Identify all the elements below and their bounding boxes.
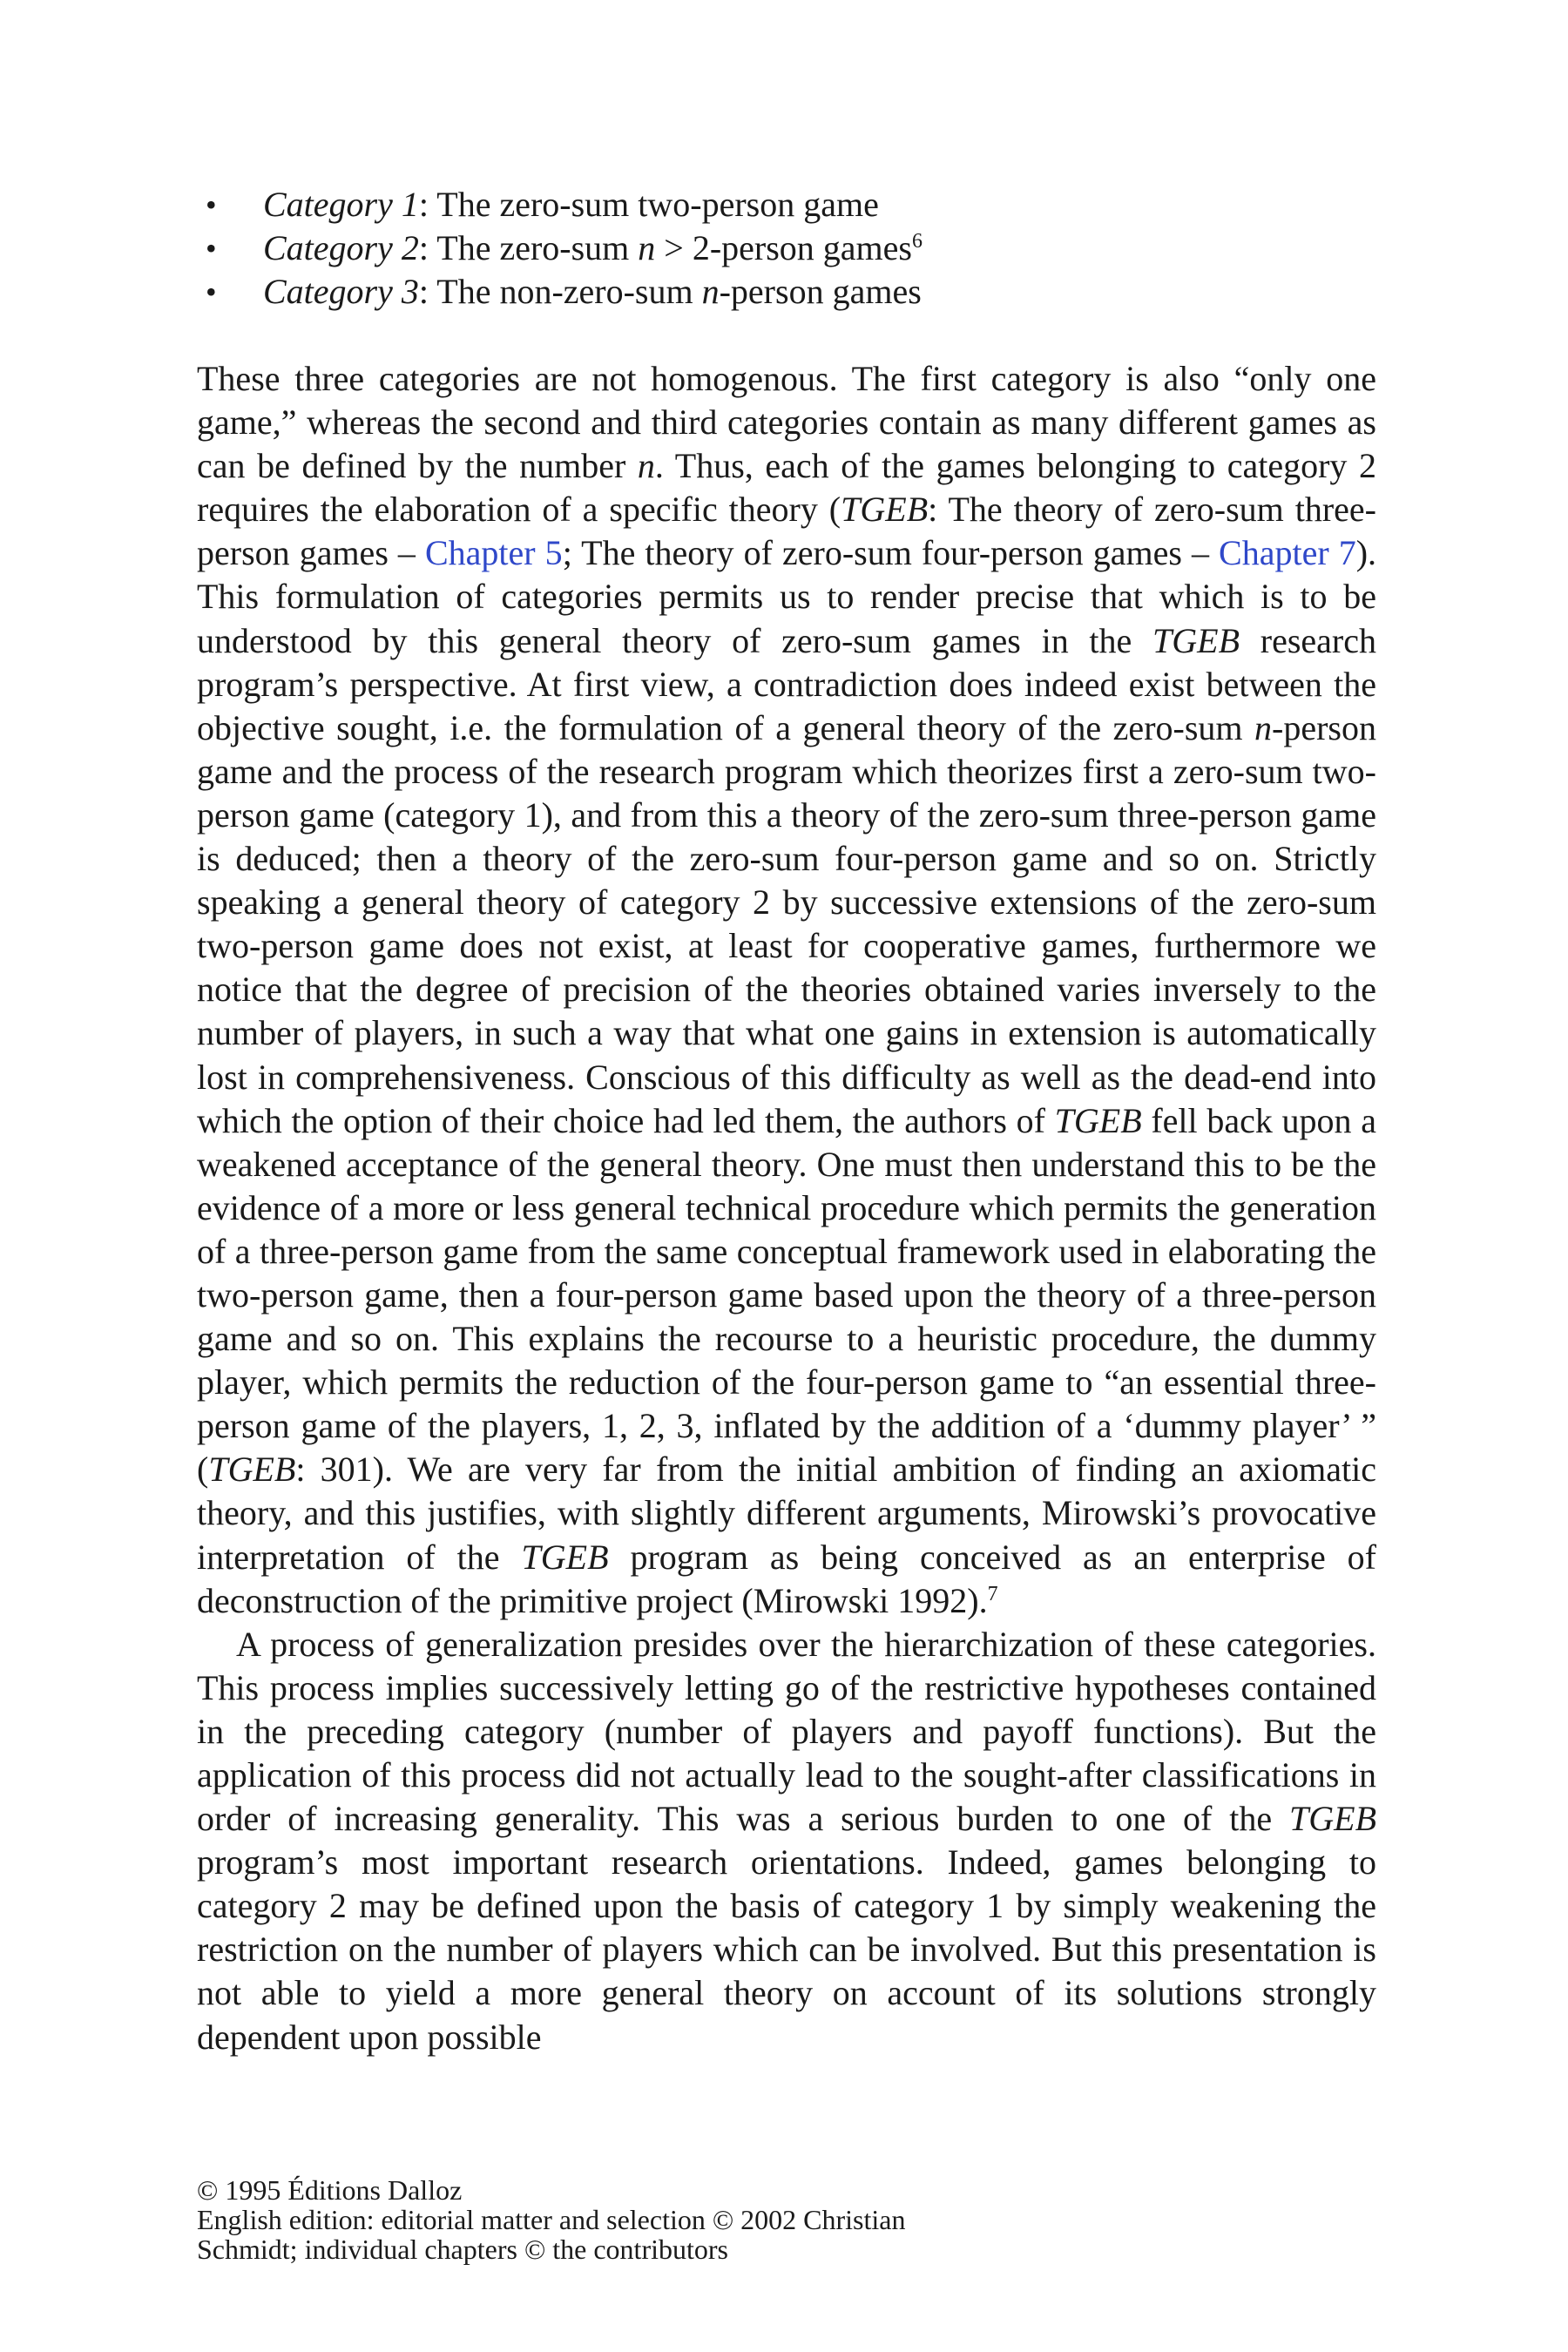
category-text: : The zero-sum two-person game <box>418 185 879 224</box>
body-text <box>197 357 1376 2059</box>
category-label: Category 1 <box>263 185 419 224</box>
chapter-5-link[interactable]: Chapter 5 <box>425 533 563 573</box>
math-variable: n <box>638 228 656 267</box>
text-run: ). This formulation of categories permits us to render precise that which is to be understood by this general theory of zero-sum games in the <box>197 533 1377 660</box>
list-item <box>197 226 1382 270</box>
chapter-7-link[interactable]: Chapter 7 <box>1219 533 1356 573</box>
tgeb-abbrev: TGEB <box>208 1450 296 1490</box>
text-run: ; The theory of zero-sum four-person games – <box>562 533 1220 573</box>
text-run: A process of generalization presides over the hierarchization of these categories. This process implies successively letting go of the restrictive hypotheses contained in the preceding category (number of players and payoff functions). But the application of this process did not actually lead to the sought-after classifications in order of increasing generality. This was a serious burden to one of the <box>197 1624 1376 1839</box>
math-variable: n <box>637 446 655 486</box>
text-run: . Thus, each of the games belonging to category 2 requires the elaboration of a specific theory ( <box>197 446 1376 530</box>
category-label: Category 2 <box>263 228 419 267</box>
text-run: : The theory of zero-sum three-person games – <box>197 490 1376 573</box>
copyright-notice <box>197 2175 1242 2264</box>
category-text: : The non-zero-sum <box>418 272 702 311</box>
category-text: > 2-person games <box>655 228 912 267</box>
bullet-icon: • <box>206 187 217 222</box>
copyright-line: English edition: editorial matter and selection © 2002 Christian <box>197 2204 906 2235</box>
tgeb-abbrev: TGEB <box>521 1537 609 1577</box>
math-variable: n <box>701 272 720 311</box>
footnote-ref[interactable]: 6 <box>912 230 923 253</box>
copyright-line: Schmidt; individual chapters © the contributors <box>197 2234 728 2265</box>
math-variable: n <box>1254 707 1273 747</box>
category-text: -person games <box>719 272 922 311</box>
footnote-ref[interactable]: 7 <box>987 1582 998 1605</box>
bullet-icon: • <box>206 231 217 266</box>
category-list <box>197 183 1382 314</box>
list-item <box>197 183 1382 226</box>
text-run: program’s most important research orientations. Indeed, games belonging to category 2 may be defined upon the basis of category 1 by simply weakening the restriction on the number of players which can be involved. But this presentation is not able to yield a more general theory on account of its solutions strongly dependent upon possible <box>197 1842 1376 2057</box>
copyright-line: © 1995 Éditions Dalloz <box>197 2174 463 2206</box>
text-run: research program’s perspective. At first view, a contradiction does indeed exist between the objective sought, i.e. the formulation of a general theory of the zero-sum <box>197 620 1376 747</box>
bullet-icon: • <box>206 274 217 309</box>
category-text: : The zero-sum <box>418 228 639 267</box>
text-run: : 301). We are very far from the initial ambition of finding an axiomatic theory, and this justifies, with slightly different arguments, Mirowski’s provocative interpretation of the <box>197 1450 1376 1577</box>
tgeb-abbrev: TGEB <box>1289 1799 1376 1839</box>
list-item <box>197 270 1382 314</box>
paragraph <box>197 1623 1376 2059</box>
tgeb-abbrev: TGEB <box>841 490 929 530</box>
paragraph <box>197 357 1376 1623</box>
tgeb-abbrev: TGEB <box>1152 620 1240 660</box>
text-run: program as being conceived as an enterprise of deconstruction of the primitive project (Mirowski 1992). <box>197 1537 1376 1620</box>
tgeb-abbrev: TGEB <box>1054 1100 1142 1140</box>
category-label: Category 3 <box>263 272 419 311</box>
text-run: These three categories are not homogenous. The first category is also “only one game,” whereas the second and third categories contain as many different games as can be defined by the number <box>197 359 1376 486</box>
text-run: fell back upon a weakened acceptance of the general theory. One must then understand this to be the evidence of a more or less general technical procedure which permits the generation of a three-person game from the same conceptual framework used in elaborating the two-person game, then a four-person game based upon the theory of a three-person game and so on. This explains the recourse to a heuristic procedure, the dummy player, which permits the reduction of the four-person game to “an essential three-person game of the players, 1, 2, 3, inflated by the addition of a ‘dummy player’ ” ( <box>197 1100 1376 1490</box>
text-run: -person game and the process of the research program which theorizes first a zero-sum two-person game (category 1), and from this a theory of the zero-sum three-person game is deduced; then a theory of the zero-sum four-person game and so on. Strictly speaking a general theory of category 2 by successive extensions of the zero-sum two-person game does not exist, at least for cooperative games, furthermore we notice that the degree of precision of the theories obtained varies inversely to the number of players, in such a way that what one gains in extension is automatically lost in comprehensiveness. Conscious of this difficulty as well as the dead-end into which the option of their choice had led them, the authors of <box>197 707 1376 1140</box>
